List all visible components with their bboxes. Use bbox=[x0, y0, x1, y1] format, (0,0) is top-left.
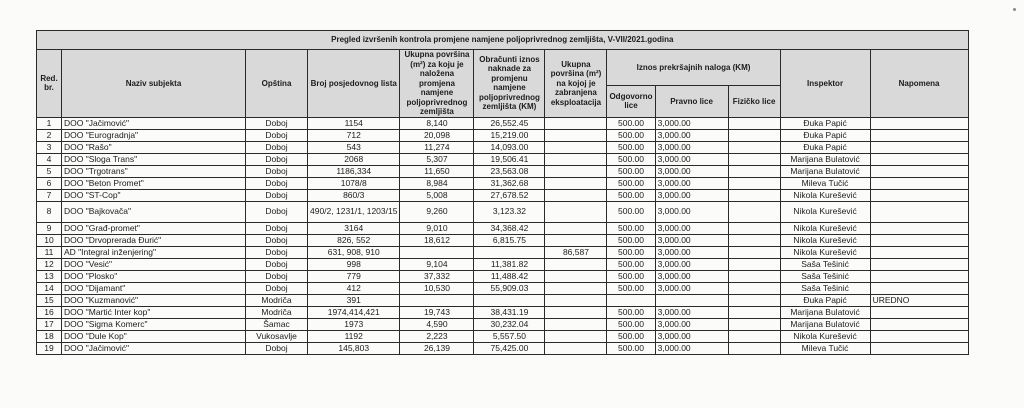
header-pravno-lice: Pravno lice bbox=[655, 86, 728, 117]
table-row bbox=[37, 129, 969, 141]
cell-remark bbox=[870, 282, 968, 294]
header-fizicko-lice: Fizičko lice bbox=[728, 86, 780, 117]
cell-remark bbox=[870, 234, 968, 246]
table-row bbox=[37, 306, 969, 318]
table-row bbox=[37, 294, 969, 306]
cell-area: 19,743 bbox=[400, 306, 474, 318]
cell-fine-natural-person bbox=[728, 201, 780, 222]
cell-inspector: Đuka Papić bbox=[780, 129, 870, 141]
cell-fine-natural-person bbox=[728, 153, 780, 165]
header-inspektor: Inspektor bbox=[780, 50, 870, 118]
cell-fine-natural-person bbox=[728, 270, 780, 282]
cell-row-number: 1 bbox=[37, 117, 62, 129]
table-row bbox=[37, 189, 969, 201]
cell-fine-legal-entity: 3,000.00 bbox=[655, 330, 728, 342]
title-row bbox=[37, 31, 969, 50]
table-row bbox=[37, 258, 969, 270]
cell-area: 9,104 bbox=[400, 258, 474, 270]
cell-fine-natural-person bbox=[728, 246, 780, 258]
cell-fee-amount: 14,093.00 bbox=[474, 141, 545, 153]
cell-prohibited-area bbox=[545, 294, 607, 306]
cell-fine-legal-entity: 3,000.00 bbox=[655, 117, 728, 129]
cell-prohibited-area bbox=[545, 330, 607, 342]
cell-fine-responsible-person: 500.00 bbox=[607, 117, 655, 129]
cell-fine-responsible-person: 500.00 bbox=[607, 165, 655, 177]
cell-fine-natural-person bbox=[728, 234, 780, 246]
cell-fine-legal-entity: 3,000.00 bbox=[655, 141, 728, 153]
header-row bbox=[37, 50, 969, 86]
cell-fine-natural-person bbox=[728, 189, 780, 201]
cell-prohibited-area bbox=[545, 201, 607, 222]
header-red-br: Red. br. bbox=[37, 50, 62, 118]
cell-inspector: Mileva Tučić bbox=[780, 342, 870, 354]
cell-municipality: Šamac bbox=[246, 318, 308, 330]
cell-fine-responsible-person: 500.00 bbox=[607, 189, 655, 201]
cell-remark bbox=[870, 141, 968, 153]
cell-row-number: 16 bbox=[37, 306, 62, 318]
cell-land-sheet: 145,803 bbox=[308, 342, 400, 354]
cell-subject-name: DOO "Beton Promet" bbox=[62, 177, 246, 189]
cell-fine-legal-entity: 3,000.00 bbox=[655, 177, 728, 189]
cell-prohibited-area bbox=[545, 318, 607, 330]
cell-row-number: 15 bbox=[37, 294, 62, 306]
cell-area: 11,650 bbox=[400, 165, 474, 177]
cell-land-sheet: 412 bbox=[308, 282, 400, 294]
cell-subject-name: DOO "Vesić" bbox=[62, 258, 246, 270]
cell-area bbox=[400, 246, 474, 258]
cell-fine-natural-person bbox=[728, 177, 780, 189]
cell-area: 18,612 bbox=[400, 234, 474, 246]
cell-municipality: Doboj bbox=[246, 222, 308, 234]
cell-fine-responsible-person: 500.00 bbox=[607, 201, 655, 222]
cell-fine-legal-entity: 3,000.00 bbox=[655, 246, 728, 258]
cell-inspector: Nikola Kurešević bbox=[780, 246, 870, 258]
cell-subject-name: AD "Integral inženjering" bbox=[62, 246, 246, 258]
table-row bbox=[37, 342, 969, 354]
cell-remark bbox=[870, 222, 968, 234]
cell-fee-amount: 11,488.42 bbox=[474, 270, 545, 282]
cell-subject-name: DOO "Bajkovača" bbox=[62, 201, 246, 222]
cell-remark bbox=[870, 330, 968, 342]
cell-municipality: Doboj bbox=[246, 270, 308, 282]
cell-inspector: Marijana Bulatović bbox=[780, 165, 870, 177]
cell-fine-responsible-person: 500.00 bbox=[607, 141, 655, 153]
cell-fine-legal-entity bbox=[655, 294, 728, 306]
cell-remark bbox=[870, 129, 968, 141]
header-posjedovni-list: Broj posjedovnog lista bbox=[308, 50, 400, 118]
table-row bbox=[37, 234, 969, 246]
cell-municipality: Doboj bbox=[246, 201, 308, 222]
header-obracunati-iznos: Obračunti iznos naknade za promjenu namjene poljoprivrednog zemljišta (KM) bbox=[474, 50, 545, 118]
cell-fine-legal-entity: 3,000.00 bbox=[655, 258, 728, 270]
cell-subject-name: DOO "Dule Kop" bbox=[62, 330, 246, 342]
scan-speck bbox=[1013, 8, 1016, 11]
cell-inspector: Đuka Papić bbox=[780, 294, 870, 306]
cell-fine-responsible-person: 500.00 bbox=[607, 282, 655, 294]
cell-fine-legal-entity: 3,000.00 bbox=[655, 270, 728, 282]
table-row bbox=[37, 165, 969, 177]
cell-fine-legal-entity: 3,000.00 bbox=[655, 306, 728, 318]
cell-land-sheet: 1973 bbox=[308, 318, 400, 330]
cell-row-number: 10 bbox=[37, 234, 62, 246]
cell-fine-responsible-person: 500.00 bbox=[607, 342, 655, 354]
cell-fee-amount: 34,368.42 bbox=[474, 222, 545, 234]
cell-municipality: Modriča bbox=[246, 294, 308, 306]
cell-prohibited-area bbox=[545, 117, 607, 129]
cell-remark: UREDNO bbox=[870, 294, 968, 306]
cell-row-number: 3 bbox=[37, 141, 62, 153]
table-row bbox=[37, 117, 969, 129]
table-row bbox=[37, 246, 969, 258]
header-zabranjena-povrsina: Ukupna površina (m²) na kojoj je zabranjena eksploatacija bbox=[545, 50, 607, 118]
cell-area: 10,530 bbox=[400, 282, 474, 294]
cell-inspector: Marijana Bulatović bbox=[780, 306, 870, 318]
cell-fine-responsible-person: 500.00 bbox=[607, 177, 655, 189]
cell-remark bbox=[870, 270, 968, 282]
cell-fine-responsible-person: 500.00 bbox=[607, 330, 655, 342]
cell-subject-name: DOO "Eurogradnja" bbox=[62, 129, 246, 141]
cell-municipality: Doboj bbox=[246, 117, 308, 129]
table-row bbox=[37, 318, 969, 330]
cell-fine-natural-person bbox=[728, 117, 780, 129]
cell-fine-legal-entity: 3,000.00 bbox=[655, 234, 728, 246]
cell-land-sheet: 1154 bbox=[308, 117, 400, 129]
cell-land-sheet: 998 bbox=[308, 258, 400, 270]
cell-area: 9,260 bbox=[400, 201, 474, 222]
cell-fee-amount: 75,425.00 bbox=[474, 342, 545, 354]
cell-subject-name: DOO "Plosko" bbox=[62, 270, 246, 282]
cell-subject-name: DOO "Drvoprerada Đurić" bbox=[62, 234, 246, 246]
cell-fee-amount: 55,909.03 bbox=[474, 282, 545, 294]
header-prekrsajni-nalozi: Iznos prekršajnih naloga (KM) bbox=[607, 50, 780, 86]
cell-fee-amount bbox=[474, 246, 545, 258]
cell-row-number: 2 bbox=[37, 129, 62, 141]
cell-fine-natural-person bbox=[728, 258, 780, 270]
cell-fine-responsible-person bbox=[607, 294, 655, 306]
cell-municipality: Doboj bbox=[246, 282, 308, 294]
cell-land-sheet: 860/3 bbox=[308, 189, 400, 201]
table-row bbox=[37, 201, 969, 222]
cell-inspector: Marijana Bulatović bbox=[780, 318, 870, 330]
cell-area: 2,223 bbox=[400, 330, 474, 342]
cell-municipality: Doboj bbox=[246, 234, 308, 246]
cell-inspector: Saša Tešinić bbox=[780, 258, 870, 270]
cell-row-number: 5 bbox=[37, 165, 62, 177]
cell-subject-name: DOO "Sigma Komerc" bbox=[62, 318, 246, 330]
cell-remark bbox=[870, 306, 968, 318]
table-title: Pregled izvršenih kontrola promjene namjene poljoprivrednog zemljišta, V-VII/2021.godina bbox=[37, 31, 969, 50]
table-row bbox=[37, 222, 969, 234]
cell-remark bbox=[870, 177, 968, 189]
cell-prohibited-area bbox=[545, 234, 607, 246]
cell-subject-name: DOO "Rašo" bbox=[62, 141, 246, 153]
header-opstina: Opština bbox=[246, 50, 308, 118]
cell-prohibited-area bbox=[545, 177, 607, 189]
cell-land-sheet: 1192 bbox=[308, 330, 400, 342]
cell-fine-natural-person bbox=[728, 165, 780, 177]
cell-row-number: 19 bbox=[37, 342, 62, 354]
cell-fine-responsible-person: 500.00 bbox=[607, 270, 655, 282]
cell-fine-responsible-person: 500.00 bbox=[607, 306, 655, 318]
cell-remark bbox=[870, 165, 968, 177]
cell-inspector: Mileva Tučić bbox=[780, 177, 870, 189]
cell-prohibited-area bbox=[545, 129, 607, 141]
cell-row-number: 14 bbox=[37, 282, 62, 294]
cell-fee-amount: 38,431.19 bbox=[474, 306, 545, 318]
cell-fee-amount bbox=[474, 294, 545, 306]
cell-prohibited-area bbox=[545, 342, 607, 354]
cell-subject-name: DOO "Trgotrans" bbox=[62, 165, 246, 177]
cell-fine-legal-entity: 3,000.00 bbox=[655, 165, 728, 177]
cell-inspector: Nikola Kurešević bbox=[780, 201, 870, 222]
cell-land-sheet: 631, 908, 910 bbox=[308, 246, 400, 258]
cell-prohibited-area bbox=[545, 141, 607, 153]
cell-prohibited-area bbox=[545, 222, 607, 234]
cell-area bbox=[400, 294, 474, 306]
cell-municipality: Modriča bbox=[246, 306, 308, 318]
cell-fine-responsible-person: 500.00 bbox=[607, 222, 655, 234]
cell-municipality: Doboj bbox=[246, 141, 308, 153]
cell-municipality: Doboj bbox=[246, 246, 308, 258]
cell-land-sheet: 543 bbox=[308, 141, 400, 153]
cell-fee-amount: 5,557.50 bbox=[474, 330, 545, 342]
cell-inspector: Marijana Bulatović bbox=[780, 153, 870, 165]
cell-fine-responsible-person: 500.00 bbox=[607, 129, 655, 141]
cell-municipality: Doboj bbox=[246, 177, 308, 189]
cell-fee-amount: 26,552.45 bbox=[474, 117, 545, 129]
cell-land-sheet: 1186,334 bbox=[308, 165, 400, 177]
cell-prohibited-area bbox=[545, 189, 607, 201]
cell-land-sheet: 1974,414,421 bbox=[308, 306, 400, 318]
header-napomena: Napomena bbox=[870, 50, 968, 118]
cell-row-number: 6 bbox=[37, 177, 62, 189]
cell-fine-responsible-person: 500.00 bbox=[607, 153, 655, 165]
cell-fee-amount: 31,362.68 bbox=[474, 177, 545, 189]
cell-inspector: Đuka Papić bbox=[780, 141, 870, 153]
cell-fee-amount: 6,815.75 bbox=[474, 234, 545, 246]
cell-land-sheet: 391 bbox=[308, 294, 400, 306]
cell-fine-legal-entity: 3,000.00 bbox=[655, 153, 728, 165]
cell-fine-natural-person bbox=[728, 282, 780, 294]
cell-fine-natural-person bbox=[728, 306, 780, 318]
cell-fine-legal-entity: 3,000.00 bbox=[655, 282, 728, 294]
cell-municipality: Doboj bbox=[246, 129, 308, 141]
cell-remark bbox=[870, 189, 968, 201]
cell-remark bbox=[870, 153, 968, 165]
cell-fine-legal-entity: 3,000.00 bbox=[655, 201, 728, 222]
cell-area: 26,139 bbox=[400, 342, 474, 354]
cell-land-sheet: 1078/8 bbox=[308, 177, 400, 189]
cell-fine-natural-person bbox=[728, 141, 780, 153]
cell-fee-amount: 3,123.32 bbox=[474, 201, 545, 222]
cell-fine-natural-person bbox=[728, 342, 780, 354]
control-report-table bbox=[36, 30, 969, 355]
cell-fee-amount: 23,563.08 bbox=[474, 165, 545, 177]
cell-municipality: Doboj bbox=[246, 258, 308, 270]
cell-inspector: Saša Tešinić bbox=[780, 282, 870, 294]
cell-fine-natural-person bbox=[728, 129, 780, 141]
cell-remark bbox=[870, 246, 968, 258]
cell-municipality: Doboj bbox=[246, 189, 308, 201]
cell-fine-legal-entity: 3,000.00 bbox=[655, 342, 728, 354]
cell-fine-responsible-person: 500.00 bbox=[607, 234, 655, 246]
cell-area: 11,274 bbox=[400, 141, 474, 153]
cell-fine-legal-entity: 3,000.00 bbox=[655, 189, 728, 201]
cell-area: 8,140 bbox=[400, 117, 474, 129]
cell-prohibited-area bbox=[545, 282, 607, 294]
cell-area: 5,008 bbox=[400, 189, 474, 201]
cell-row-number: 17 bbox=[37, 318, 62, 330]
cell-fee-amount: 19,506.41 bbox=[474, 153, 545, 165]
cell-fine-legal-entity: 3,000.00 bbox=[655, 129, 728, 141]
cell-prohibited-area bbox=[545, 153, 607, 165]
cell-subject-name: DOO "Dijamant" bbox=[62, 282, 246, 294]
cell-fine-natural-person bbox=[728, 330, 780, 342]
cell-prohibited-area bbox=[545, 306, 607, 318]
cell-row-number: 13 bbox=[37, 270, 62, 282]
table-row bbox=[37, 153, 969, 165]
cell-prohibited-area bbox=[545, 258, 607, 270]
cell-land-sheet: 712 bbox=[308, 129, 400, 141]
table-row bbox=[37, 330, 969, 342]
cell-fine-legal-entity: 3,000.00 bbox=[655, 222, 728, 234]
cell-inspector: Đuka Papić bbox=[780, 117, 870, 129]
header-ukupna-povrsina: Ukupna površina (m²) za koju je naložena promjena namjene poljoprivrednog zemljišta bbox=[400, 50, 474, 118]
cell-municipality: Doboj bbox=[246, 342, 308, 354]
cell-land-sheet: 3164 bbox=[308, 222, 400, 234]
cell-fine-responsible-person: 500.00 bbox=[607, 258, 655, 270]
cell-inspector: Nikola Kurešević bbox=[780, 330, 870, 342]
cell-fee-amount: 15,219.00 bbox=[474, 129, 545, 141]
cell-subject-name: DOO "Jačimović" bbox=[62, 117, 246, 129]
cell-row-number: 4 bbox=[37, 153, 62, 165]
cell-fine-responsible-person: 500.00 bbox=[607, 246, 655, 258]
cell-remark bbox=[870, 117, 968, 129]
cell-land-sheet: 490/2, 1231/1, 1203/15 bbox=[308, 201, 400, 222]
cell-area: 20,098 bbox=[400, 129, 474, 141]
cell-area: 37,332 bbox=[400, 270, 474, 282]
cell-land-sheet: 2068 bbox=[308, 153, 400, 165]
table-row bbox=[37, 270, 969, 282]
cell-row-number: 12 bbox=[37, 258, 62, 270]
cell-row-number: 8 bbox=[37, 201, 62, 222]
header-odgovorno-lice: Odgovorno lice bbox=[607, 86, 655, 117]
cell-municipality: Vukosavlje bbox=[246, 330, 308, 342]
cell-fine-natural-person bbox=[728, 318, 780, 330]
cell-fee-amount: 27,678.52 bbox=[474, 189, 545, 201]
cell-remark bbox=[870, 318, 968, 330]
cell-inspector: Saša Tešinić bbox=[780, 270, 870, 282]
cell-row-number: 18 bbox=[37, 330, 62, 342]
table-row bbox=[37, 282, 969, 294]
cell-area: 9,010 bbox=[400, 222, 474, 234]
cell-municipality: Doboj bbox=[246, 165, 308, 177]
cell-area: 5,307 bbox=[400, 153, 474, 165]
cell-subject-name: DOO "Martić Inter kop" bbox=[62, 306, 246, 318]
cell-fine-legal-entity: 3,000.00 bbox=[655, 318, 728, 330]
table-row bbox=[37, 141, 969, 153]
cell-fee-amount: 11,381.82 bbox=[474, 258, 545, 270]
cell-row-number: 9 bbox=[37, 222, 62, 234]
cell-row-number: 11 bbox=[37, 246, 62, 258]
cell-remark bbox=[870, 258, 968, 270]
cell-fee-amount: 30,232.04 bbox=[474, 318, 545, 330]
header-naziv: Naziv subjekta bbox=[62, 50, 246, 118]
cell-remark bbox=[870, 342, 968, 354]
cell-subject-name: DOO "Kuzmanović" bbox=[62, 294, 246, 306]
cell-row-number: 7 bbox=[37, 189, 62, 201]
cell-fine-natural-person bbox=[728, 222, 780, 234]
cell-inspector: Nikola Kurešević bbox=[780, 234, 870, 246]
cell-area: 8,984 bbox=[400, 177, 474, 189]
cell-subject-name: DOO "Jačimović" bbox=[62, 342, 246, 354]
table-row bbox=[37, 177, 969, 189]
cell-land-sheet: 826, 552 bbox=[308, 234, 400, 246]
cell-remark bbox=[870, 201, 968, 222]
cell-subject-name: DOO "Sloga Trans" bbox=[62, 153, 246, 165]
cell-fine-natural-person bbox=[728, 294, 780, 306]
cell-prohibited-area bbox=[545, 165, 607, 177]
cell-fine-responsible-person: 500.00 bbox=[607, 318, 655, 330]
cell-subject-name: DOO "Građ-promet" bbox=[62, 222, 246, 234]
cell-prohibited-area bbox=[545, 270, 607, 282]
cell-land-sheet: 779 bbox=[308, 270, 400, 282]
cell-inspector: Nikola Kurešević bbox=[780, 222, 870, 234]
cell-subject-name: DOO "ST-Cop" bbox=[62, 189, 246, 201]
cell-municipality: Doboj bbox=[246, 153, 308, 165]
cell-prohibited-area: 86,587 bbox=[545, 246, 607, 258]
table-body bbox=[37, 117, 969, 354]
cell-inspector: Nikola Kurešević bbox=[780, 189, 870, 201]
cell-area: 4,590 bbox=[400, 318, 474, 330]
